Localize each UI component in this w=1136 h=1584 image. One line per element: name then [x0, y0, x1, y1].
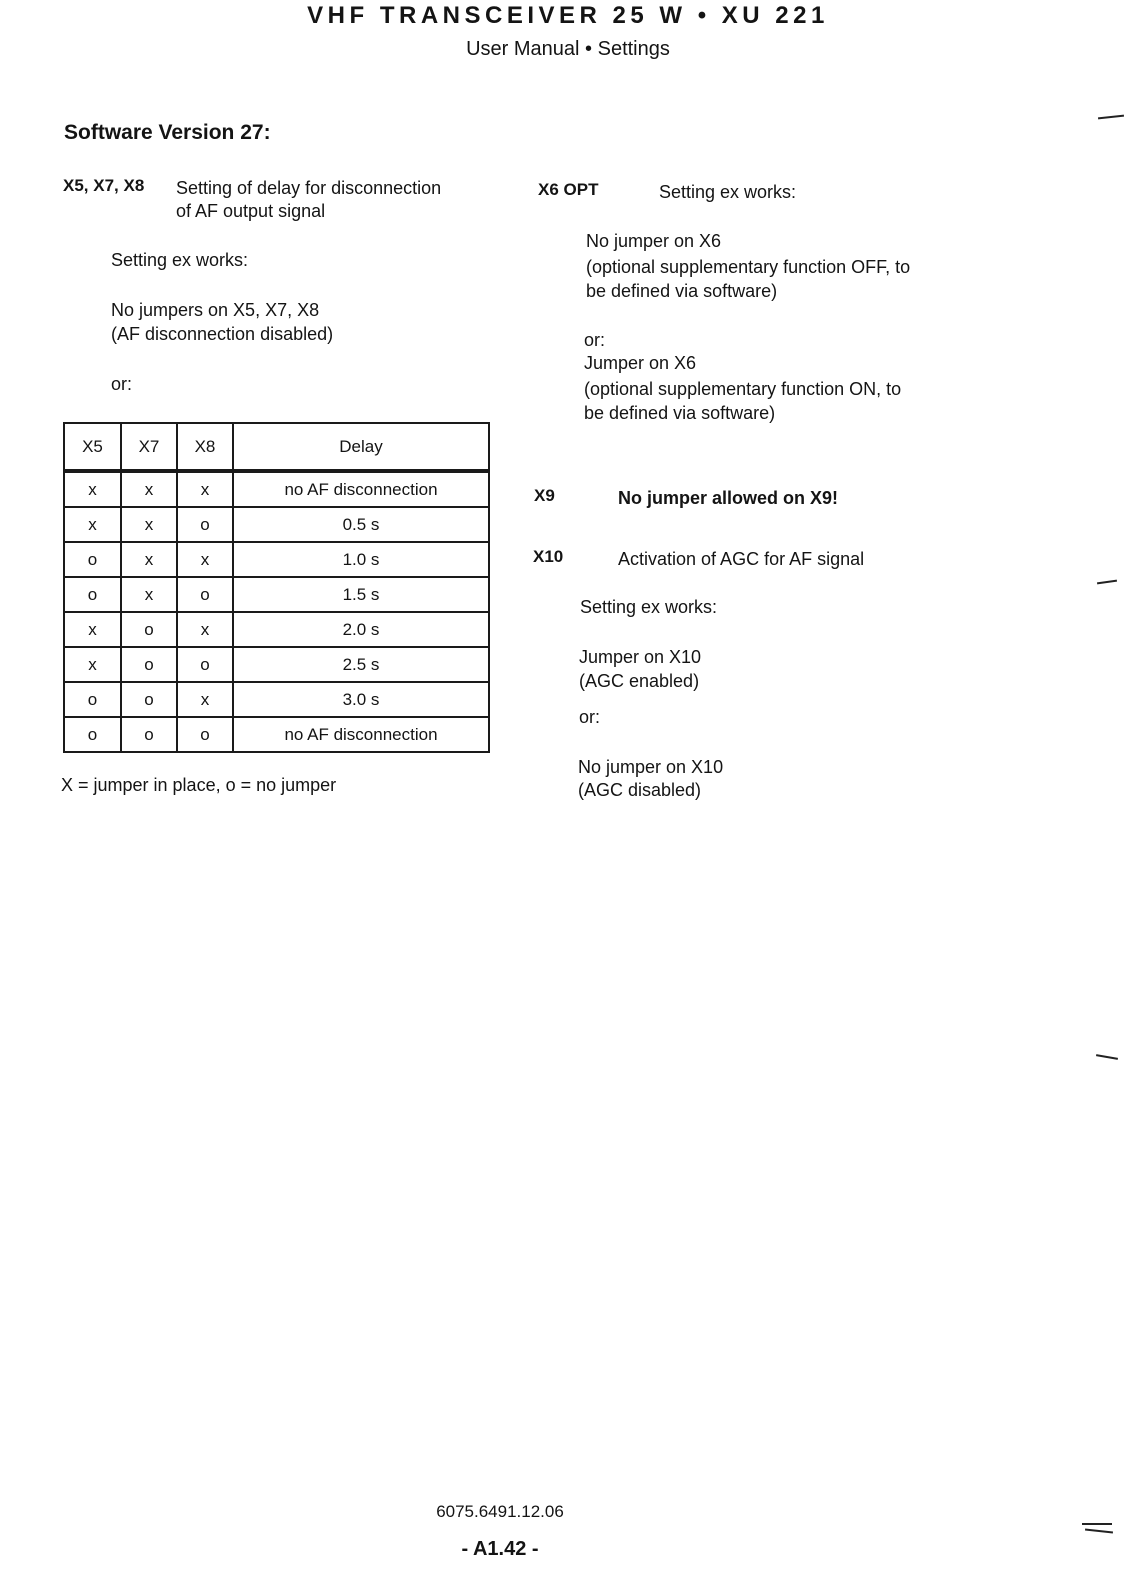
cell-x7: o — [121, 717, 177, 752]
x5-default-line1: No jumpers on X5, X7, X8 — [111, 300, 320, 320]
cell-x7: o — [121, 647, 177, 682]
cell-x5: o — [64, 717, 121, 752]
margin-mark — [1098, 115, 1124, 120]
x10-line1: Jumper on X10 — [579, 647, 702, 667]
x6-line6: be defined via software) — [584, 403, 776, 423]
cell-x7: x — [121, 577, 177, 612]
x10-setting-ex-works: Setting ex works: — [580, 597, 718, 617]
document-title: VHF TRANSCEIVER 25 W • XU 221 — [307, 2, 829, 29]
cell-x5: x — [64, 507, 121, 542]
x5-x7-x8-description-line1: Setting of delay for disconnection — [176, 178, 442, 198]
x5-or: or: — [111, 374, 133, 394]
x5-setting-ex-works: Setting ex works: — [111, 250, 249, 270]
header-x8: X8 — [177, 423, 233, 471]
cell-x8: x — [177, 612, 233, 647]
x9-text: No jumper allowed on X9! — [618, 488, 839, 508]
cell-x8: o — [177, 717, 233, 752]
margin-mark — [1097, 580, 1117, 585]
table-row — [64, 542, 489, 577]
margin-mark — [1085, 1529, 1113, 1534]
document-code: 6075.6491.12.06 — [436, 1502, 564, 1521]
margin-mark — [1096, 1054, 1118, 1060]
margin-mark — [1082, 1523, 1112, 1525]
table-row — [64, 717, 489, 752]
cell-delay: 2.0 s — [233, 612, 489, 647]
document-subtitle: User Manual • Settings — [466, 38, 670, 60]
x5-x7-x8-description-line2: of AF output signal — [176, 201, 326, 221]
cell-x7: o — [121, 612, 177, 647]
x5-x7-x8-label: X5, X7, X8 — [63, 176, 145, 195]
x10-line4: (AGC disabled) — [578, 780, 702, 800]
cell-x5: x — [64, 471, 121, 507]
x6-line4: Jumper on X6 — [584, 353, 697, 373]
x10-description: Activation of AGC for AF signal — [618, 549, 865, 569]
delay-table — [63, 422, 490, 753]
x6-line1: No jumper on X6 — [586, 231, 722, 251]
cell-delay: 3.0 s — [233, 682, 489, 717]
cell-delay: no AF disconnection — [233, 717, 489, 752]
cell-x7: x — [121, 542, 177, 577]
cell-delay: no AF disconnection — [233, 471, 489, 507]
section-heading: Software Version 27: — [64, 121, 271, 144]
x6-line3: be defined via software) — [586, 281, 778, 301]
x6-line2: (optional supplementary function OFF, to — [586, 257, 911, 277]
cell-x7: x — [121, 507, 177, 542]
cell-x8: o — [177, 507, 233, 542]
cell-x8: o — [177, 647, 233, 682]
x10-line2: (AGC enabled) — [579, 671, 700, 691]
x10-or: or: — [579, 707, 601, 727]
cell-x7: x — [121, 471, 177, 507]
cell-x5: o — [64, 542, 121, 577]
x6-line5: (optional supplementary function ON, to — [584, 379, 902, 399]
table-row — [64, 471, 489, 507]
table-legend: X = jumper in place, o = no jumper — [61, 775, 337, 795]
cell-x5: x — [64, 647, 121, 682]
header-x7: X7 — [121, 423, 177, 471]
cell-x8: o — [177, 577, 233, 612]
cell-x8: x — [177, 471, 233, 507]
header-delay: Delay — [233, 423, 489, 471]
cell-x7: o — [121, 682, 177, 717]
table-row — [64, 577, 489, 612]
cell-delay: 1.5 s — [233, 577, 489, 612]
x5-default-line2: (AF disconnection disabled) — [111, 324, 334, 344]
cell-x8: x — [177, 682, 233, 717]
cell-x5: o — [64, 577, 121, 612]
x6-setting-ex-works: Setting ex works: — [659, 182, 797, 202]
table-row — [64, 507, 489, 542]
header-x5: X5 — [64, 423, 121, 471]
cell-delay: 1.0 s — [233, 542, 489, 577]
cell-x5: o — [64, 682, 121, 717]
cell-x8: x — [177, 542, 233, 577]
x10-label: X10 — [533, 547, 564, 566]
x10-line3: No jumper on X10 — [578, 757, 724, 777]
delay-table-header — [64, 423, 489, 471]
table-row — [64, 612, 489, 647]
cell-x5: x — [64, 612, 121, 647]
table-row — [64, 647, 489, 682]
x6-label: X6 OPT — [538, 180, 599, 199]
page-number: - A1.42 - — [461, 1538, 539, 1560]
cell-delay: 0.5 s — [233, 507, 489, 542]
x6-or: or: — [584, 330, 606, 350]
x9-label: X9 — [534, 486, 555, 505]
table-row — [64, 682, 489, 717]
cell-delay: 2.5 s — [233, 647, 489, 682]
